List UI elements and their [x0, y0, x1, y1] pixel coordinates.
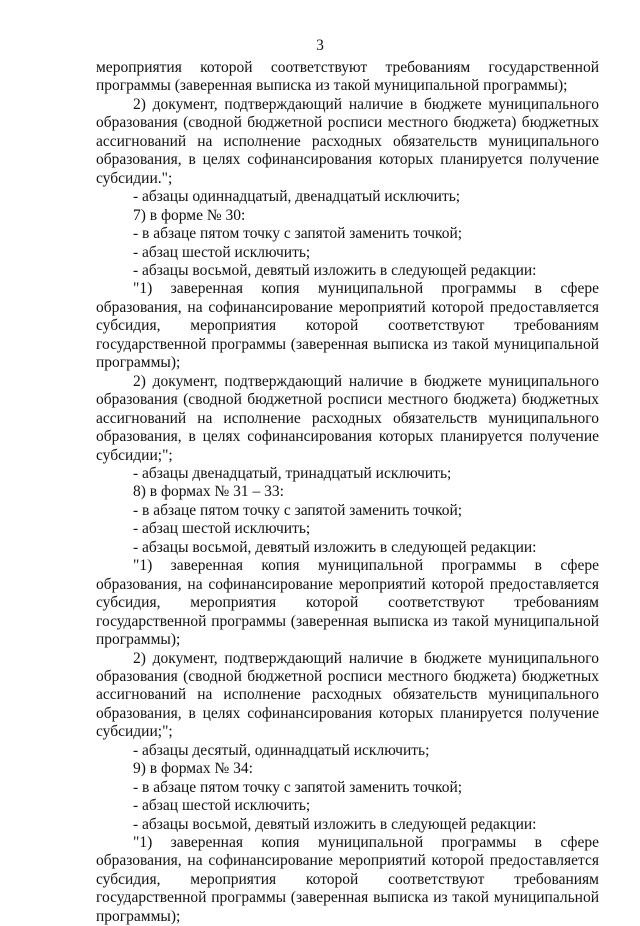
paragraph: "1) заверенная копия муниципальной программы в сфере образования, на софинансирование мероприятий которой предоставляется субсидия, мероприятия которой соответствуют требованиям государственной программы (заверенная выписка из такой муниципальной программы); [96, 280, 599, 372]
paragraph: "1) заверенная копия муниципальной программы в сфере образования, на софинансирование мероприятий которой предоставляется субсидия, мероприятия которой соответствуют требованиям государственной программы (заверенная выписка из такой муниципальной программы); [96, 834, 599, 925]
paragraph: - абзацы десятый, одиннадцатый исключить; [133, 741, 430, 759]
paragraph: - в абзаце пятом точку с запятой заменить точкой; [133, 501, 463, 519]
page-number: 3 [316, 37, 324, 54]
paragraph: 2) документ, подтверждающий наличие в бюджете муниципального образования (сводной бюджетной росписи местного бюджета) бюджетных ассигнований на исполнение расходных обязательств муниципального образования, в целях софинансирования которых планируется получение субсидии;"; [96, 649, 599, 741]
paragraph: - абзац шестой исключить; [133, 797, 311, 815]
paragraph: - абзац шестой исключить; [133, 520, 311, 538]
paragraph: 2) документ, подтверждающий наличие в бюджете муниципального образования (сводной бюджетной росписи местного бюджета) бюджетных ассигнований на исполнение расходных обязательств муниципального образования, в целях софинансирования которых планируется получение субсидии;"; [96, 372, 599, 464]
paragraph: - абзацы восьмой, девятый изложить в следующей редакции: [133, 815, 537, 833]
paragraph: - абзацы двенадцатый, тринадцатый исключить; [133, 464, 452, 482]
paragraph: 9) в формах № 34: [133, 760, 253, 778]
paragraph: - абзац шестой исключить; [133, 243, 311, 261]
paragraph: - абзацы одиннадцатый, двенадцатый исключить; [133, 188, 461, 206]
paragraph: 8) в формах № 31 – 33: [133, 483, 284, 501]
paragraph: мероприятия которой соответствуют требованиям государственной [96, 59, 599, 76]
paragraph: 7) в форме № 30: [133, 206, 246, 224]
paragraph: "1) заверенная копия муниципальной программы в сфере образования, на софинансирование мероприятий которой предоставляется субсидия, мероприятия которой соответствуют требованиям государственной программы (заверенная выписка из такой муниципальной программы); [96, 557, 599, 649]
paragraph: 2) документ, подтверждающий наличие в бюджете муниципального образования (сводной бюджетной росписи местного бюджета) бюджетных ассигнований на исполнение расходных обязательств муниципального образования, в целях софинансирования которых планируется получение субсидии."; [96, 95, 599, 187]
document-body [96, 59, 599, 926]
paragraph: - в абзаце пятом точку с запятой заменить точкой; [133, 778, 463, 796]
paragraph: - абзацы восьмой, девятый изложить в следующей редакции: [133, 261, 537, 279]
paragraph: - абзацы восьмой, девятый изложить в следующей редакции: [133, 538, 537, 556]
paragraph: - в абзаце пятом точку с запятой заменить точкой; [133, 225, 463, 243]
paragraph: программы (заверенная выписка из такой муниципальной программы); [96, 77, 568, 95]
